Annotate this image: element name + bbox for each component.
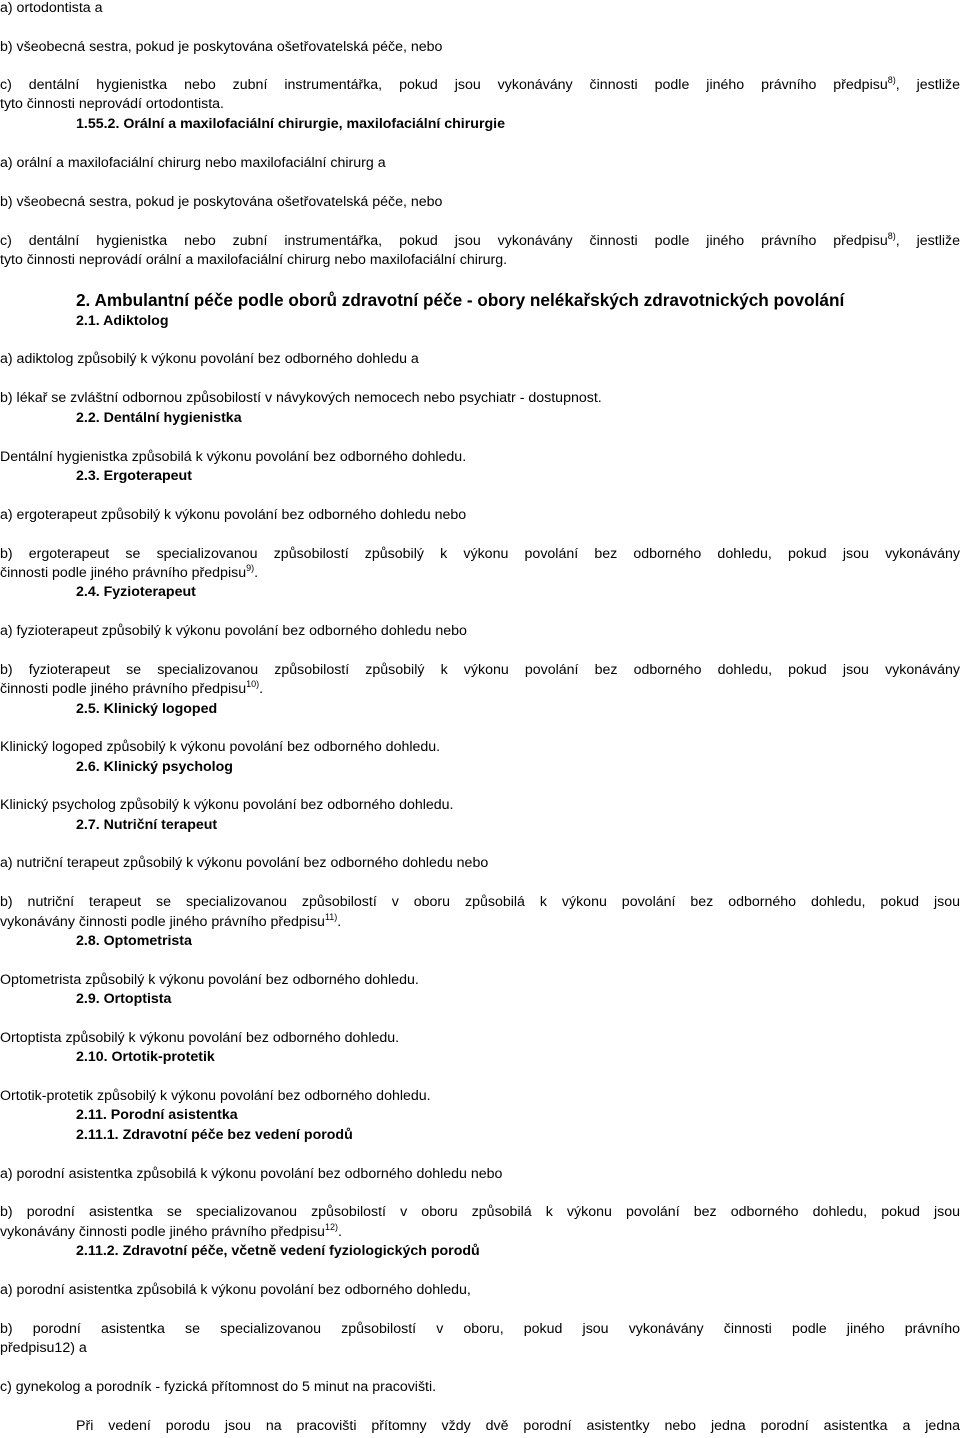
section-heading: 2.9. Ortoptista [76,991,172,1007]
section-heading: 1.55.2. Orální a maxilofaciální chirurgie, maxilofaciální chirurgie [76,116,505,132]
text-line: a) adiktolog způsobilý k výkonu povolání bez odborného dohledu a [0,351,419,367]
text-line: tyto činnosti neprovádí orální a maxilofaciální chirurg nebo maxilofaciální chirurg. [0,252,508,268]
text-line: b) ergoterapeut se specializovanou způsobilostí způsobilý k výkonu povolání bez odborného dohledu, pokud jsou vykonávány [0,546,960,562]
footnote-ref: 10) [246,679,260,689]
section-heading: 2.10. Ortotik-protetik [76,1049,215,1065]
text-line: a) ergoterapeut způsobilý k výkonu povolání bez odborného dohledu nebo [0,507,467,523]
text-line: Ortoptista způsobilý k výkonu povolání bez odborného dohledu. [0,1030,400,1046]
text-line: c) gynekolog a porodník - fyzická přítomnost do 5 minut na pracovišti. [0,1379,437,1395]
text-line: b) porodní asistentka se specializovanou způsobilostí v oboru, pokud jsou vykonávány činnosti podle jiného právního [0,1321,960,1337]
subsection-heading: 2.11.1. Zdravotní péče bez vedení porodů [76,1127,353,1143]
subsection-heading: 2.11.2. Zdravotní péče, včetně vedení fyziologických porodů [76,1243,480,1259]
text-line: Při vedení porodu jsou na pracovišti přítomny vždy dvě porodní asistentky nebo jedna porodní asistentka a jedna [76,1418,960,1434]
text-line: a) porodní asistentka způsobilá k výkonu povolání bez odborného dohledu nebo [0,1166,503,1182]
text-line: a) nutriční terapeut způsobilý k výkonu povolání bez odborného dohledu nebo [0,855,489,871]
text-line: předpisu12) a [0,1340,87,1356]
text-line: vykonávány činnosti podle jiného právního předpisu$^{12)}$. [0,1222,342,1240]
text-line: vykonávány činnosti podle jiného právního předpisu$^{11)}$. [0,912,342,930]
section-heading: 2.11. Porodní asistentka [76,1107,238,1123]
section-heading: 2.5. Klinický logoped [76,701,218,717]
footnote-ref: 9) [246,563,255,573]
text-line: b) porodní asistentka se specializovanou způsobilostí v oboru způsobilá k výkonu povolání bez odborného dohledu, pokud jsou [0,1204,960,1220]
text-line: a) ortodontista a [0,0,103,16]
text-line: b) nutriční terapeut se specializovanou způsobilostí v oboru způsobilá k výkonu povolání bez odborného dohledu, pokud jsou [0,894,960,910]
text-line: činnosti podle jiného právního předpisu$^{10)}$. [0,679,264,697]
section-heading: 2.2. Dentální hygienistka [76,410,242,426]
text-line: a) fyzioterapeut způsobilý k výkonu povolání bez odborného dohledu nebo [0,623,467,639]
text-line: tyto činnosti neprovádí ortodontista. [0,96,224,112]
text-line: b) lékař se zvláštní odbornou způsobilostí v návykových nemocech nebo psychiatr - dostupnost. [0,390,602,406]
text-line: Ortotik-protetik způsobilý k výkonu povolání bez odborného dohledu. [0,1088,431,1104]
text-line: Optometrista způsobilý k výkonu povolání bez odborného dohledu. [0,972,419,988]
text-line: c) dentální hygienistka nebo zubní instrumentářka, pokud jsou vykonávány činnosti podle jiného právního předpisu$^{8)}$, jestliže [0,231,960,249]
chapter-heading: 2. Ambulantní péče podle oborů zdravotní péče - obory nelékařských zdravotnických povolání [76,290,845,310]
text-line: Klinický logoped způsobilý k výkonu povolání bez odborného dohledu. [0,739,441,755]
text-line: b) všeobecná sestra, pokud je poskytována ošetřovatelská péče, nebo [0,194,443,210]
footnote-ref: 8) [887,75,896,85]
footnote-ref: 12) [324,1222,338,1232]
footnote-ref: 11) [324,912,338,922]
section-heading: 2.3. Ergoterapeut [76,468,192,484]
section-heading: 2.8. Optometrista [76,933,192,949]
footnote-ref: 8) [887,231,896,241]
text-line: b) fyzioterapeut se specializovanou způsobilostí způsobilý k výkonu povolání bez odborného dohledu, pokud jsou vykonávány [0,662,960,678]
text-line: a) porodní asistentka způsobilá k výkonu povolání bez odborného dohledu, [0,1282,471,1298]
text-line: Klinický psycholog způsobilý k výkonu povolání bez odborného dohledu. [0,797,454,813]
section-heading: 2.7. Nutriční terapeut [76,817,218,833]
text-line: činnosti podle jiného právního předpisu$^{9)}$. [0,563,259,581]
section-heading: 2.4. Fyzioterapeut [76,584,196,600]
section-heading: 2.6. Klinický psycholog [76,759,233,775]
text-line: a) orální a maxilofaciální chirurg nebo maxilofaciální chirurg a [0,155,386,171]
text-line: b) všeobecná sestra, pokud je poskytována ošetřovatelská péče, nebo [0,39,443,55]
text-line: c) dentální hygienistka nebo zubní instrumentářka, pokud jsou vykonávány činnosti podle jiného právního předpisu$^{8)}$, jestliže [0,75,960,93]
text-line: Dentální hygienistka způsobilá k výkonu povolání bez odborného dohledu. [0,449,467,465]
section-heading: 2.1. Adiktolog [76,313,169,329]
